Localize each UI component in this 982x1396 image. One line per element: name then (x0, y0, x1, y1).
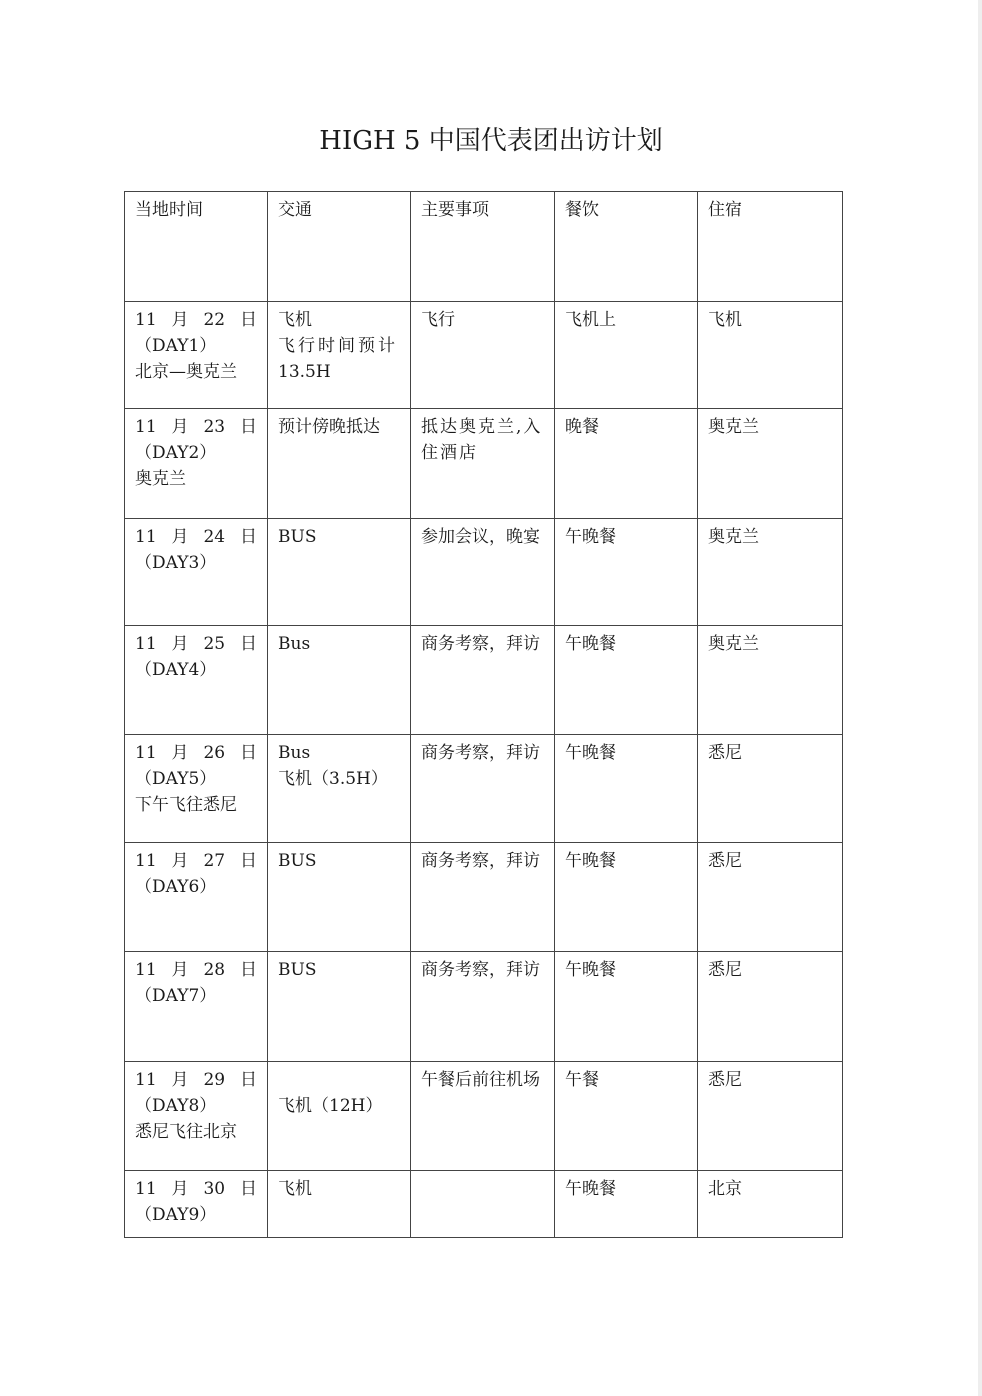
header-row (125, 192, 843, 302)
transport-line: 飞机 (278, 1179, 312, 1199)
date-line (135, 1067, 257, 1093)
day-label: （DAY4） (135, 660, 217, 680)
month: 11 (135, 1179, 157, 1199)
matter-cell: 商务考察，拜访 (411, 735, 555, 843)
time-cell (125, 952, 268, 1062)
date-line (135, 848, 257, 874)
meal-cell: 午晚餐 (555, 1171, 698, 1238)
transport-line: 飞机（12H） (278, 1096, 383, 1116)
month: 11 (135, 417, 157, 437)
header-cell-time: 当地时间 (125, 192, 268, 302)
date-line (135, 307, 257, 333)
month-unit: 月 (171, 851, 189, 871)
transport-line: 飞行时间预计 (278, 336, 398, 356)
month: 11 (135, 743, 157, 763)
place: 下午飞往悉尼 (135, 795, 237, 815)
month: 11 (135, 634, 157, 654)
transport-cell (268, 409, 411, 519)
transport-cell (268, 302, 411, 409)
day-unit: 日 (240, 743, 257, 763)
meal-cell: 午晚餐 (555, 952, 698, 1062)
meal-cell: 午晚餐 (555, 843, 698, 952)
table-row (125, 1171, 843, 1238)
time-cell (125, 302, 268, 409)
time-cell (125, 519, 268, 626)
day-unit: 日 (240, 960, 257, 980)
stay-cell: 北京 (698, 1171, 843, 1238)
day: 29 (203, 1070, 226, 1090)
date-line (135, 1176, 257, 1202)
day-label: （DAY8） (135, 1096, 217, 1116)
stay-cell: 飞机 (698, 302, 843, 409)
itinerary-table (124, 191, 843, 1238)
stay-cell: 悉尼 (698, 952, 843, 1062)
time-cell (125, 843, 268, 952)
transport-cell (268, 735, 411, 843)
meal-cell: 飞机上 (555, 302, 698, 409)
month: 11 (135, 960, 157, 980)
day-unit: 日 (240, 634, 257, 654)
day-unit: 日 (240, 1179, 257, 1199)
meal-cell: 午晚餐 (555, 735, 698, 843)
day-label: （DAY7） (135, 986, 217, 1006)
transport-cell (268, 843, 411, 952)
day: 25 (203, 634, 226, 654)
stay-cell: 奥克兰 (698, 626, 843, 735)
day-label: （DAY9） (135, 1205, 217, 1225)
transport-cell (268, 1062, 411, 1171)
day-label: （DAY6） (135, 877, 217, 897)
transport-cell (268, 626, 411, 735)
month: 11 (135, 310, 157, 330)
month-unit: 月 (171, 960, 189, 980)
table-row (125, 1062, 843, 1171)
month-unit: 月 (171, 417, 189, 437)
header-cell-meals: 餐饮 (555, 192, 698, 302)
page-title: HIGH 5 中国代表团出访计划 (319, 126, 663, 156)
month-unit: 月 (171, 1179, 189, 1199)
page-edge (978, 0, 982, 1396)
day-label: （DAY3） (135, 553, 217, 573)
month-unit: 月 (171, 743, 189, 763)
month: 11 (135, 527, 157, 547)
time-cell (125, 1062, 268, 1171)
table-row (125, 626, 843, 735)
day-label: （DAY5） (135, 769, 217, 789)
day: 23 (203, 417, 226, 437)
time-cell (125, 1171, 268, 1238)
stay-cell: 悉尼 (698, 1062, 843, 1171)
meal-cell: 午晚餐 (555, 519, 698, 626)
month-unit: 月 (171, 310, 189, 330)
month: 11 (135, 851, 157, 871)
day-unit: 日 (240, 851, 257, 871)
transport-line: Bus (278, 743, 311, 763)
day-unit: 日 (240, 417, 257, 437)
time-cell (125, 409, 268, 519)
day: 27 (203, 851, 226, 871)
transport-line: 飞机 (278, 310, 312, 330)
day: 24 (203, 527, 226, 547)
transport-line: BUS (278, 527, 317, 547)
transport-line: BUS (278, 851, 317, 871)
month-unit: 月 (171, 527, 189, 547)
day-label: （DAY1） (135, 336, 217, 356)
time-cell (125, 735, 268, 843)
place: 悉尼飞往北京 (135, 1122, 237, 1142)
date-line (135, 524, 257, 550)
day-label: （DAY2） (135, 443, 217, 463)
table-row (125, 409, 843, 519)
matter-cell: 商务考察，拜访 (411, 952, 555, 1062)
day: 30 (203, 1179, 226, 1199)
header-cell-transport: 交通 (268, 192, 411, 302)
matter-cell (411, 409, 555, 519)
stay-cell: 奥克兰 (698, 409, 843, 519)
day: 22 (203, 310, 226, 330)
stay-cell: 悉尼 (698, 843, 843, 952)
date-line (135, 957, 257, 983)
meal-cell: 晚餐 (555, 409, 698, 519)
date-line (135, 414, 257, 440)
matter-text: 抵达奥克兰,入住酒店 (421, 417, 543, 463)
month-unit: 月 (171, 634, 189, 654)
table-row (125, 952, 843, 1062)
month-unit: 月 (171, 1070, 189, 1090)
transport-line: Bus (278, 634, 311, 654)
header-cell-lodging: 住宿 (698, 192, 843, 302)
matter-cell (411, 1171, 555, 1238)
transport-line: 飞机（3.5H） (278, 769, 388, 789)
transport-cell (268, 1171, 411, 1238)
day: 28 (203, 960, 226, 980)
place: 北京—奥克兰 (135, 362, 237, 382)
date-line (135, 740, 257, 766)
stay-cell: 奥克兰 (698, 519, 843, 626)
stay-cell: 悉尼 (698, 735, 843, 843)
day: 26 (203, 743, 226, 763)
transport-line: BUS (278, 960, 317, 980)
transport-line: 预计傍晚抵达 (278, 417, 380, 437)
transport-cell (268, 519, 411, 626)
day-unit: 日 (240, 1070, 257, 1090)
matter-cell: 商务考察，拜访 (411, 626, 555, 735)
day-unit: 日 (240, 527, 257, 547)
matter-cell: 商务考察，拜访 (411, 843, 555, 952)
table-row (125, 302, 843, 409)
transport-cell (268, 952, 411, 1062)
transport-line: 13.5H (278, 362, 331, 382)
header-cell-matters: 主要事项 (411, 192, 555, 302)
table-row (125, 519, 843, 626)
table-row (125, 843, 843, 952)
time-cell (125, 626, 268, 735)
meal-cell: 午晚餐 (555, 626, 698, 735)
matter-cell: 飞行 (411, 302, 555, 409)
matter-cell: 参加会议，晚宴 (411, 519, 555, 626)
meal-cell: 午餐 (555, 1062, 698, 1171)
date-line (135, 631, 257, 657)
place: 奥克兰 (135, 469, 186, 489)
transport-line (278, 1067, 400, 1093)
day-unit: 日 (240, 310, 257, 330)
matter-cell: 午餐后前往机场 (411, 1062, 555, 1171)
month: 11 (135, 1070, 157, 1090)
table-row (125, 735, 843, 843)
